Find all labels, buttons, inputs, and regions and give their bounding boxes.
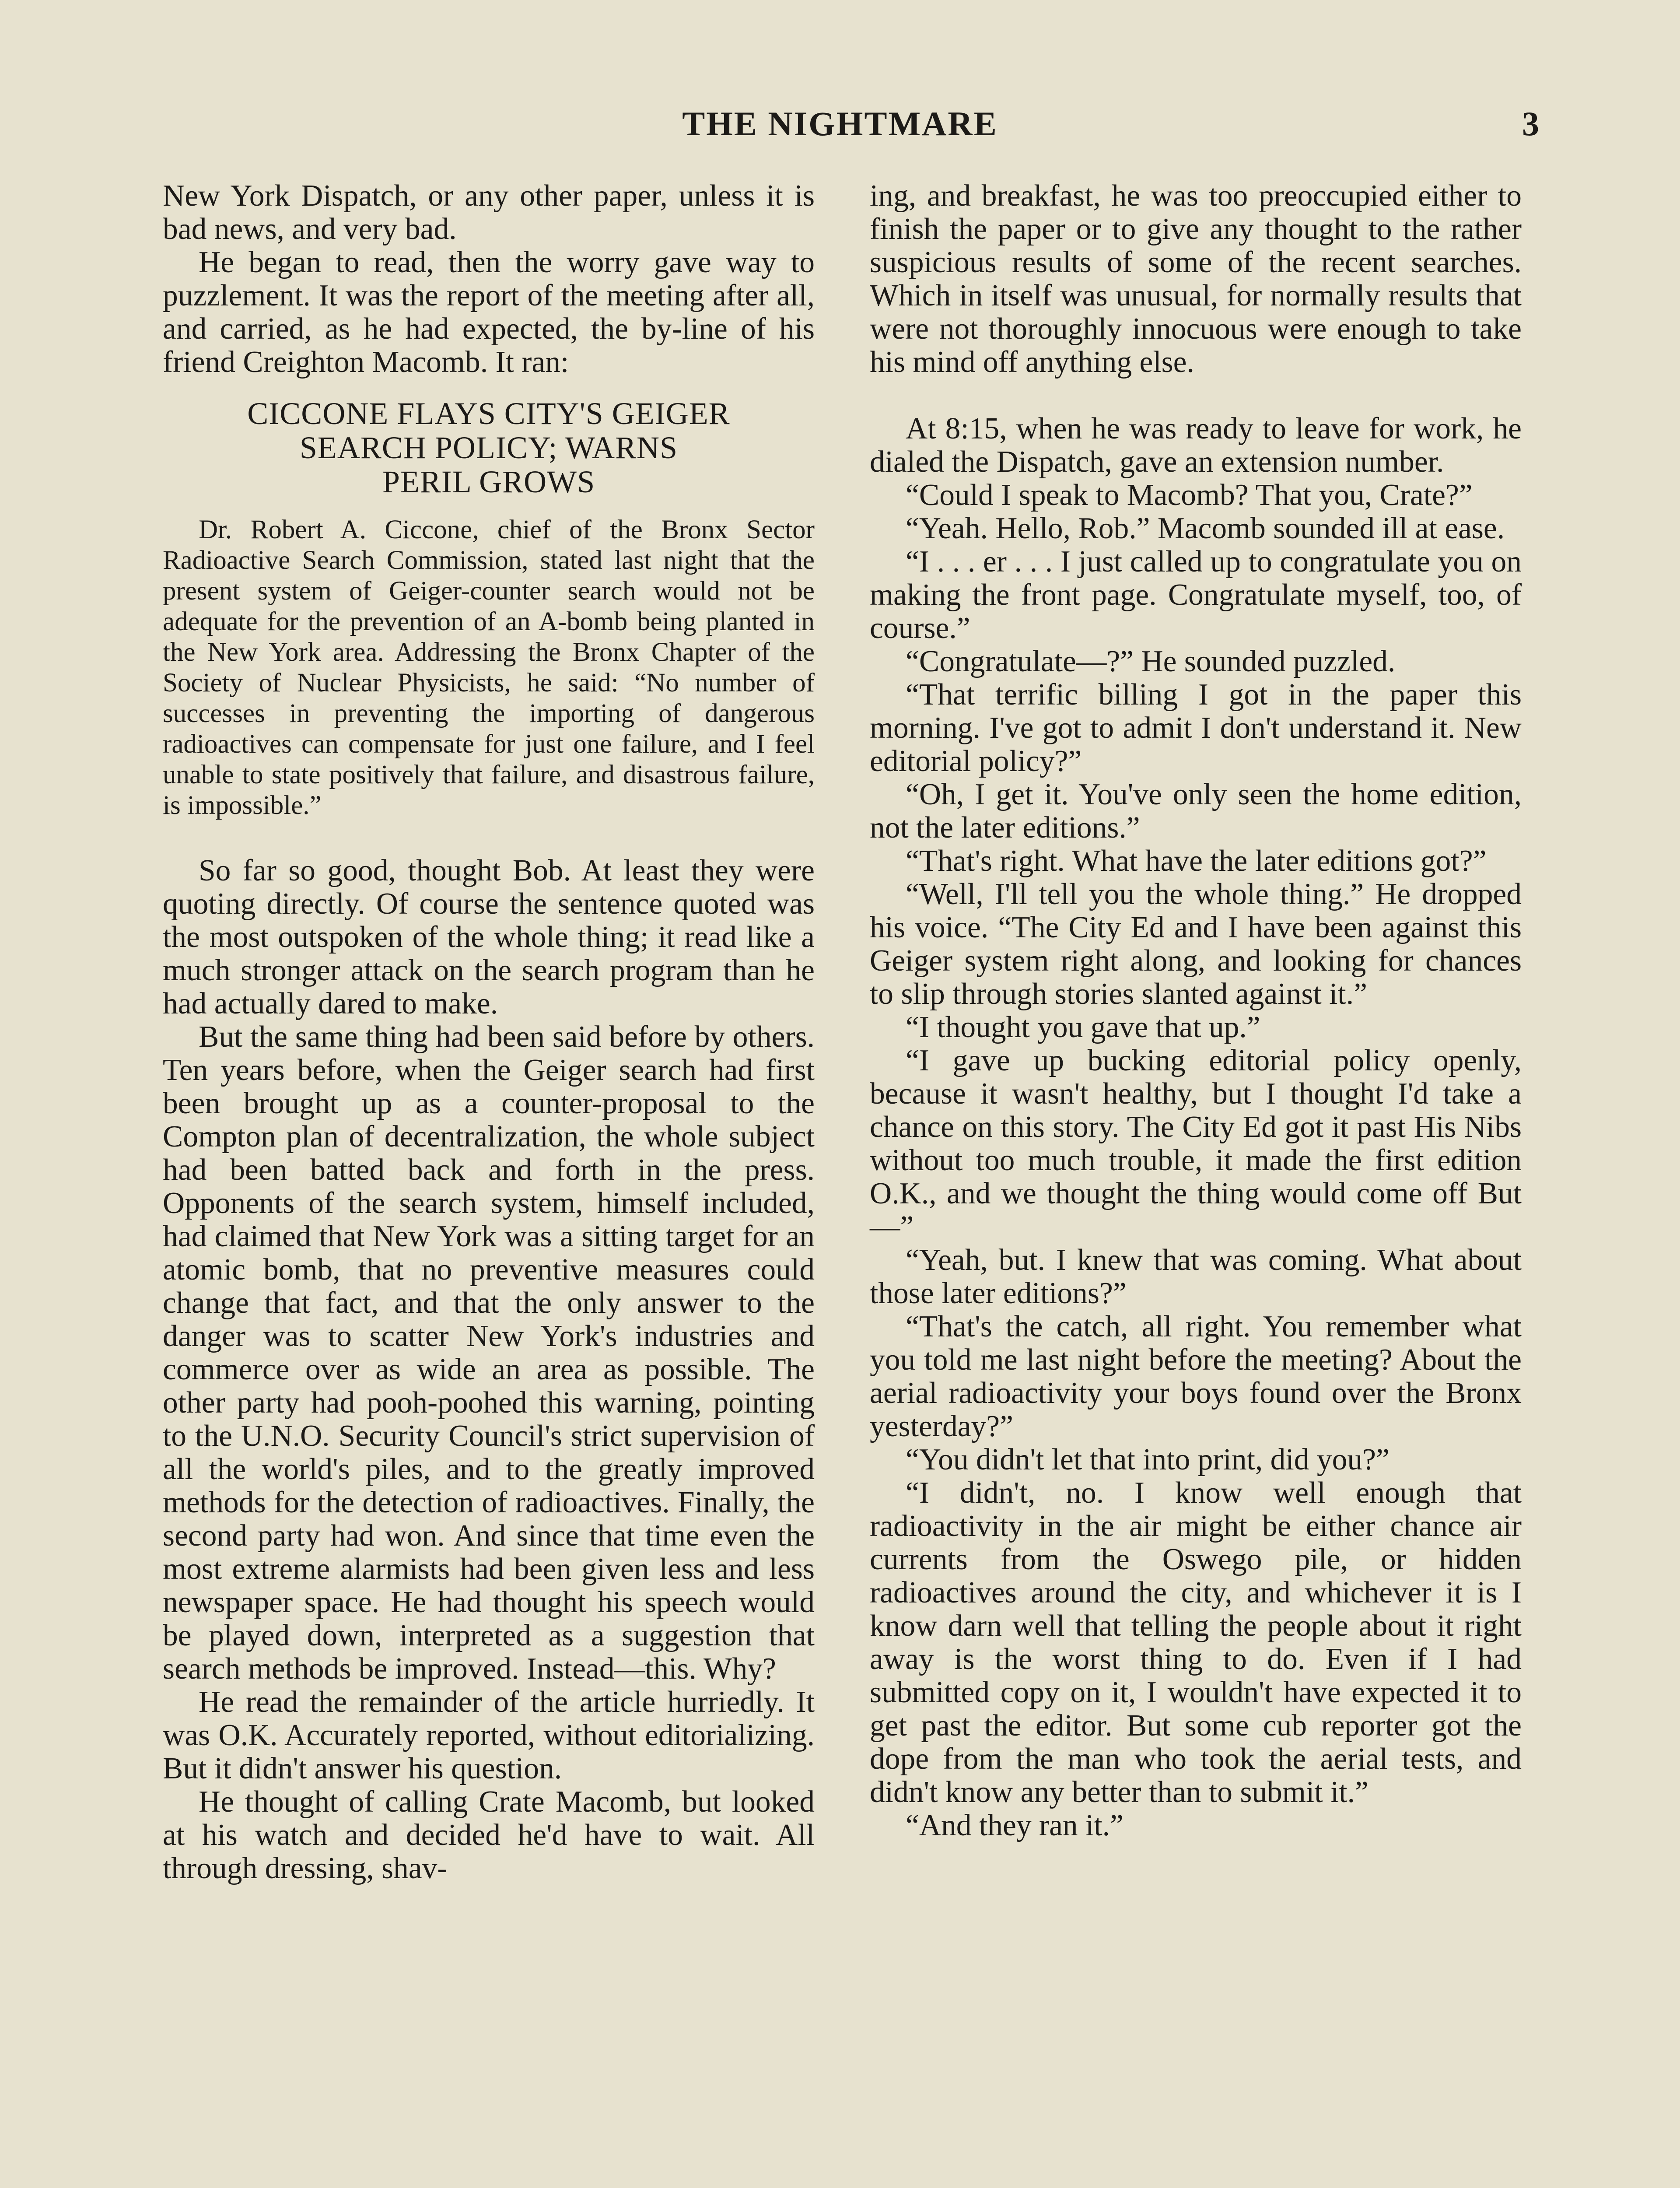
- paragraph: “Oh, I get it. You've only seen the home edition, not the later editions.”: [870, 778, 1522, 845]
- paragraph: He read the remainder of the article hurriedly. It was O.K. Accurately reported, without editorializing. But it didn't answer his question.: [163, 1685, 815, 1785]
- paragraph: “Could I speak to Macomb? That you, Crate?”: [906, 478, 1473, 512]
- paragraph: He thought of calling Crate Macomb, but looked at his watch and decided he'd have to wait. All through dressing, shav-: [163, 1785, 815, 1885]
- paragraph: New York Dispatch, or any other paper, unless it is bad news, and very bad.: [163, 179, 815, 246]
- paragraph: “Congratulate—?” He sounded puzzled.: [906, 645, 1396, 678]
- paragraph: He began to read, then the worry gave way to puzzlement. It was the report of the meeting after all, and carried, as he had expected, the by-line of his friend Creighton Macomb. It ran:: [163, 245, 815, 379]
- article-headline: [163, 396, 815, 499]
- running-title: THE NIGHTMARE: [682, 105, 998, 143]
- article-body: Dr. Robert A. Ciccone, chief of the Bronx Sector Radioactive Search Commission, stated last night that the present system of Geiger-counter search would not be adequate for the prevention of an A-bomb being planted in the New York area. Addressing the Bronx Chapter of the Society of Nuclear Physicists, he said: “No number of successes in preventing the importing of dangerous radioactives can compensate for just one failure, and I feel unable to state positively that failure, and disastrous failure, is impossible.”: [163, 515, 815, 820]
- paragraph: “I gave up bucking editorial policy openly, because it wasn't healthy, but I thought I'd take a chance on this story. The City Ed got it past His Nibs without too much trouble, it made the first edition O.K., and we thought the thing would come off But—”: [870, 1044, 1522, 1244]
- page-number: 3: [1522, 105, 1539, 143]
- paragraph: “And they ran it.”: [906, 1809, 1124, 1842]
- right-column: [870, 179, 1522, 1842]
- paragraph: “Yeah, but. I knew that was coming. What about those later editions?”: [870, 1243, 1522, 1310]
- paragraph: “I thought you gave that up.”: [906, 1010, 1260, 1044]
- paragraph: At 8:15, when he was ready to leave for work, he dialed the Dispatch, gave an extension number.: [870, 412, 1522, 479]
- paragraph: “You didn't let that into print, did you?”: [906, 1443, 1390, 1476]
- headline-line: CICCONE FLAYS CITY'S GEIGER: [247, 396, 730, 431]
- headline-line: PERIL GROWS: [382, 464, 595, 499]
- paragraph: “Yeah. Hello, Rob.” Macomb sounded ill at ease.: [906, 512, 1505, 545]
- paragraph: But the same thing had been said before by others. Ten years before, when the Geiger search had first been brought up as a counter-proposal to the Compton plan of decentralization, the whole subject had been batted back and forth in the press. Opponents of the search system, himself included, had claimed that New York was a sitting target for an atomic bomb, that no preventive measures could change that fact, and that the only answer to the danger was to scatter New York's industries and commerce over as wide an area as possible. The other party had pooh-poohed this warning, pointing to the U.N.O. Security Council's strict supervision of all the world's piles, and to the greatly improved methods for the detection of radioactives. Finally, the second party had won. And since that time even the most extreme alarmists had been given less and less newspaper space. He had thought his speech would be played down, interpreted as a suggestion that search methods be improved. Instead—this. Why?: [163, 1020, 815, 1686]
- quoted-article: [163, 515, 815, 821]
- paragraph: “That's the catch, all right. You remember what you told me last night before the meeting? About the aerial radioactivity your boys found over the Bronx yesterday?”: [870, 1310, 1522, 1443]
- paragraph: “I didn't, no. I know well enough that radioactivity in the air might be either chance air currents from the Oswego pile, or hidden radioactives around the city, and whichever it is I know darn well that telling the people about it right away is the worst thing to do. Even if I had submitted copy on it, I wouldn't have expected it to get past the editor. But some cub reporter got the dope from the man who took the aerial tests, and didn't know any better than to submit it.”: [870, 1476, 1522, 1809]
- headline-line: SEARCH POLICY; WARNS: [299, 430, 678, 465]
- paragraph: ing, and breakfast, he was too preoccupied either to finish the paper or to give any thought to the rather suspicious results of some of the recent searches. Which in itself was unusual, for normally results that were not thoroughly innocuous were enough to take his mind off anything else.: [870, 179, 1522, 379]
- paragraph: “I . . . er . . . I just called up to congratulate you on making the front page. Congratulate myself, too, of course.”: [870, 545, 1522, 645]
- paragraph: “Well, I'll tell you the whole thing.” He dropped his voice. “The City Ed and I have been against this Geiger system right along, and looking for chances to slip through stories slanted against it.”: [870, 877, 1522, 1011]
- left-column: [163, 179, 815, 1885]
- paragraph: “That terrific billing I got in the paper this morning. I've got to admit I don't understand it. New editorial policy?”: [870, 678, 1522, 778]
- paragraph: “That's right. What have the later editions got?”: [906, 844, 1487, 878]
- paragraph: So far so good, thought Bob. At least they were quoting directly. Of course the sentence quoted was the most outspoken of the whole thing; it read like a much stronger attack on the search program than he had actually dared to make.: [163, 854, 815, 1020]
